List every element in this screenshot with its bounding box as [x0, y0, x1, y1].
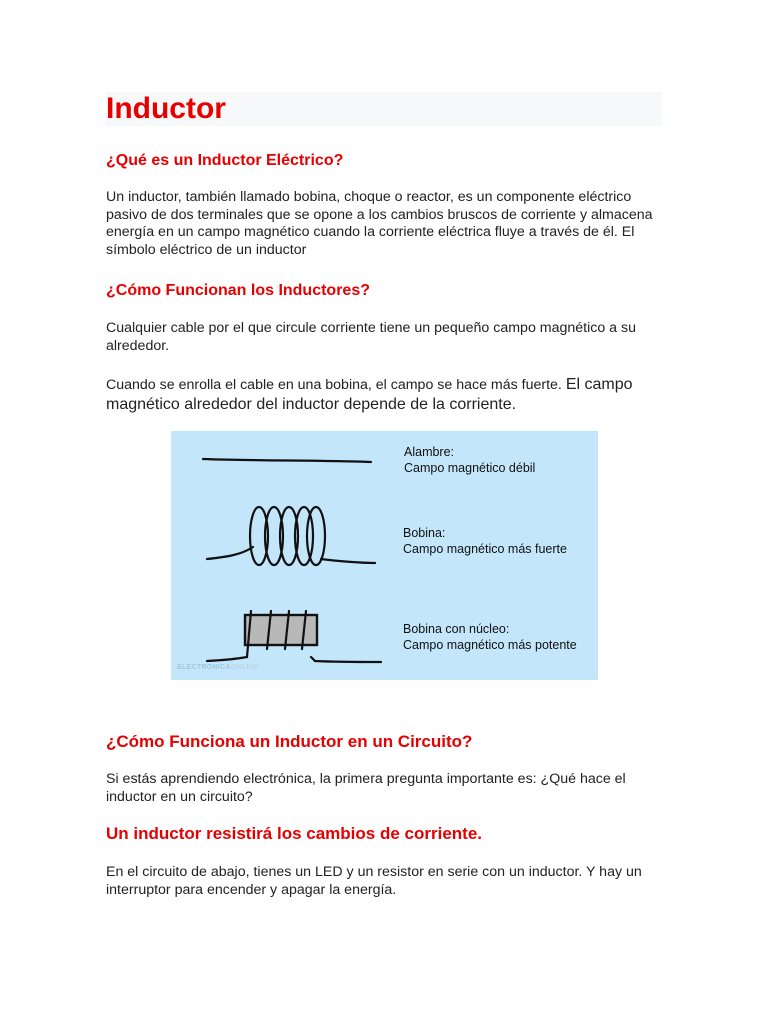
coil-label-desc: Campo magnético más fuerte: [403, 542, 567, 556]
section-heading-what-is: ¿Qué es un Inductor Eléctrico?: [106, 152, 344, 169]
core-coil-label-title: Bobina con núcleo:: [403, 622, 510, 636]
section-heading-how-they-work: ¿Cómo Funcionan los Inductores?: [106, 282, 370, 299]
core-coil-label-desc: Campo magnético más potente: [403, 638, 577, 652]
paragraph-part-b: El campo magnético alrededor del inductor depende de la corriente.: [106, 376, 633, 413]
section-body-what-is: Un inductor, también llamado bobina, choque o reactor, es un componente eléctrico pasivo de dos terminales que se opone a los cambios bruscos de corriente y almacena energía en un campo magnético cuando la corriente eléctrica fluye a través de él. El símbolo eléctrico de un inductor: [106, 189, 653, 258]
coil-label-title: Bobina:: [403, 526, 446, 540]
wire-label-desc: Campo magnético débil: [404, 461, 536, 475]
inductor-diagram: [171, 431, 598, 680]
section-body-in-circuit: Si estás aprendiendo electrónica, la primera pregunta importante es: ¿Qué hace el inductor en un circuito?: [106, 771, 626, 805]
coil-drawing: [207, 507, 375, 565]
section-body-how-they-work-2: [106, 375, 666, 415]
wire-label: [404, 444, 535, 476]
paragraph-part-a: Cuando se enrolla el cable en una bobina, el campo se hace más fuerte.: [106, 377, 562, 393]
straight-wire-drawing: [203, 459, 371, 462]
section-heading-resists-change: Un inductor resistirá los cambios de corriente.: [106, 824, 482, 843]
coil-with-core-drawing: [207, 611, 381, 662]
wire-label-title: Alambre:: [404, 445, 455, 459]
watermark-logo: ELECTRONICAONLINE: [177, 664, 260, 671]
section-body-resists-change: En el circuito de abajo, tienes un LED y un resistor en serie con un inductor. Y hay un interruptor para encender y apagar la energía.: [106, 864, 642, 898]
section-body-how-they-work-1: Cualquier cable por el que circule corriente tiene un pequeño campo magnético a su alrededor.: [106, 320, 636, 354]
core-coil-label: [403, 621, 577, 653]
coil-label: [403, 525, 567, 557]
page-title: Inductor: [106, 92, 226, 125]
section-heading-in-circuit: ¿Cómo Funciona un Inductor en un Circuito?: [106, 732, 473, 751]
